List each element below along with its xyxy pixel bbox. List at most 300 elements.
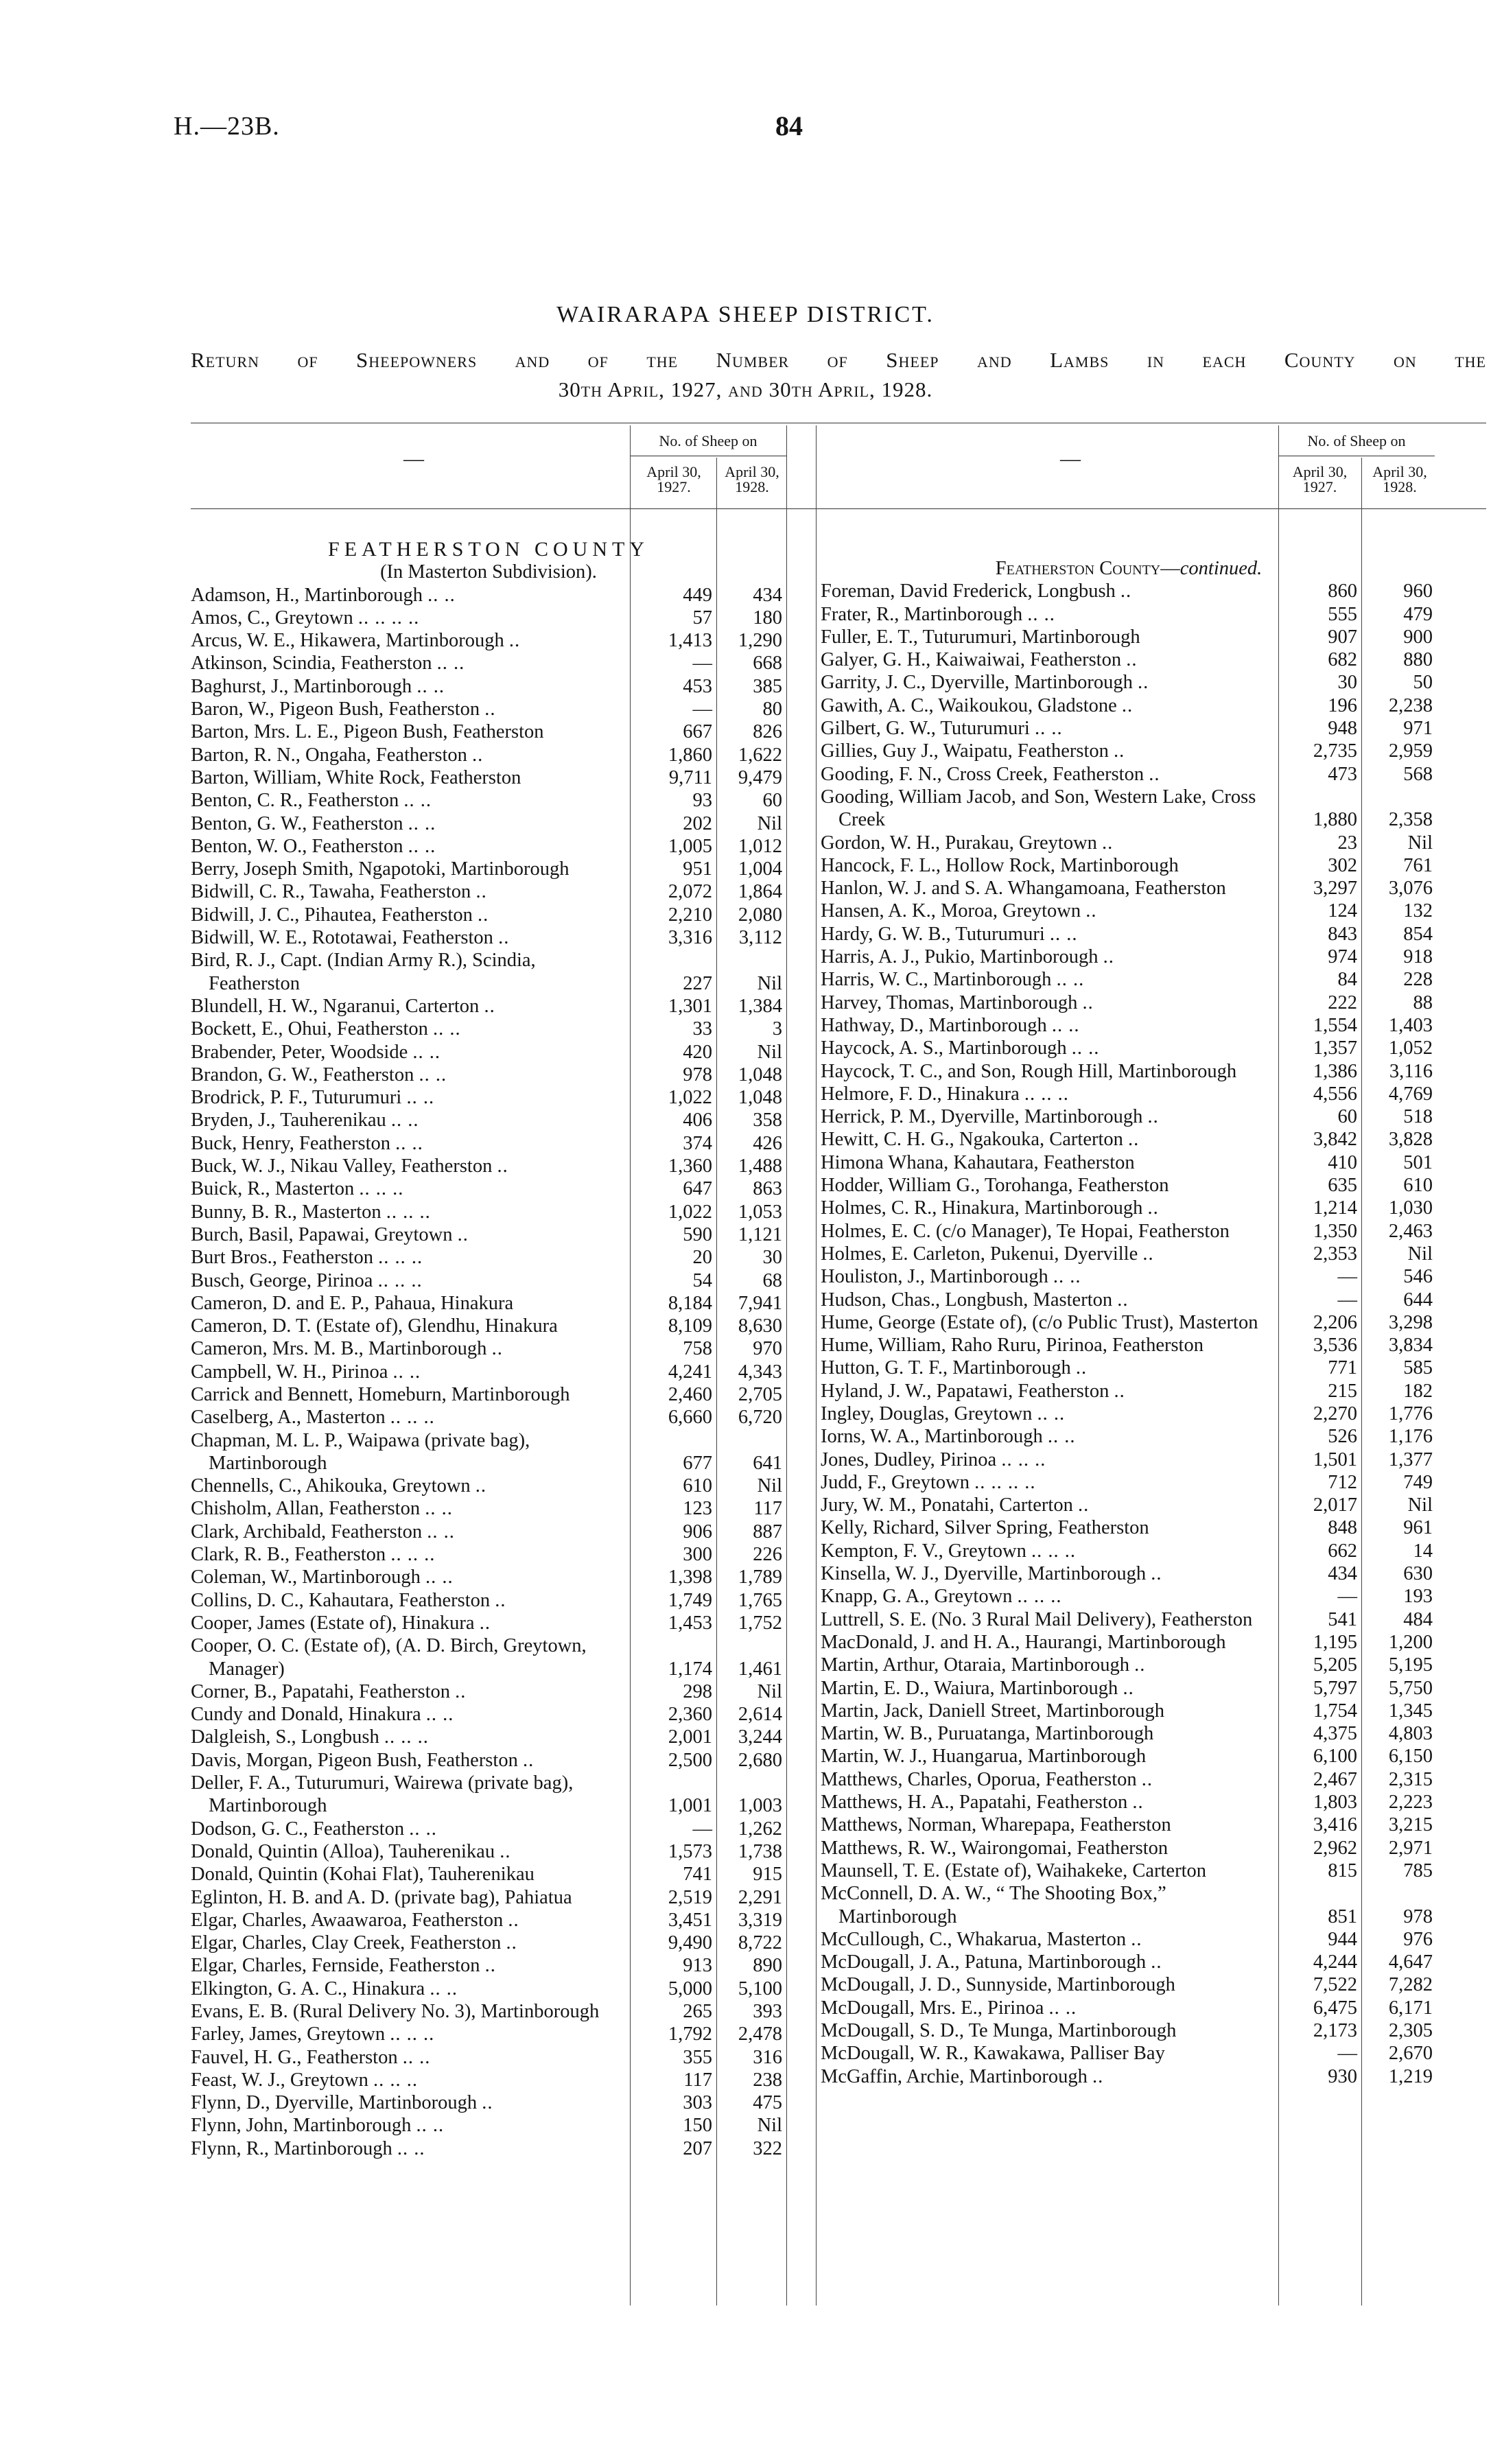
owner-name-text: Galyer, G. H., Kaiwaiwai, Featherston [821,649,1122,671]
table-row [821,854,1437,877]
sheep-count-1928: 5,195 [1388,1654,1433,1676]
table-row [191,1978,786,2000]
sheep-count-1927: 2,206 [1313,1311,1357,1333]
owner-name-text: Barton, R. N., Ongaha, Featherston [191,744,467,766]
table-row [191,1772,786,1818]
sheep-count-1928: 644 [1403,1289,1433,1311]
table-row [821,1585,1437,1608]
sheep-count-1928: 961 [1403,1517,1433,1539]
owner-name [191,1201,630,1223]
table-row [191,1703,786,1726]
table-row [821,1562,1437,1585]
table-row [191,789,786,812]
sheep-count-1928: 4,647 [1388,1951,1433,1973]
right-name-header: — [1060,447,1081,470]
sheep-count-1927: 541 [1328,1608,1357,1630]
owner-name-text: Hanlon, W. J. and S. A. Whangamoana, Featherston [821,878,1226,900]
owner-name [821,694,1278,717]
sheep-count-1927: 951 [683,858,712,880]
sheep-count-1928: 60 [762,790,782,812]
owner-name-text: Donald, Quintin (Kohai Flat), Tauherenikau [191,1864,535,1886]
right-header-1928: April 30, 1928. [1372,463,1427,495]
owner-name-text: Bidwill, W. E., Rototawai, Featherston [191,927,493,949]
sheep-count-1928: 5,750 [1388,1677,1433,1699]
leader-dots: .. .. .. [386,1201,431,1223]
sheep-count-1928: 761 [1403,854,1433,876]
sheep-count-1927: 851 [1328,1905,1357,1927]
table-row [191,629,786,652]
table-row [191,1612,786,1634]
owner-name-text: Benton, W. O., Featherston [191,835,403,857]
sheep-count-1927: — [1337,2043,1357,2065]
sheep-count-1928: 2,315 [1388,1768,1433,1790]
owner-name [821,1722,1278,1745]
owner-name-text: Brabender, Peter, Woodside [191,1041,408,1063]
sheep-count-1928: 7,941 [738,1292,782,1314]
leader-dots: .. .. .. [1001,1448,1046,1470]
owner-name-text: Martin, Jack, Daniell Street, Martinborough [821,1700,1165,1722]
owner-name-text: Kinsella, W. J., Dyerville, Martinborough [821,1563,1147,1585]
owner-name [821,1516,1278,1539]
table-row [191,1223,786,1246]
owner-name-text: Adamson, H., Martinborough [191,584,423,606]
sheep-count-1928: 50 [1413,672,1433,694]
sheep-count-1927: 1,022 [668,1087,712,1109]
sheep-count-1927: 202 [683,812,712,834]
owner-name-text: McCullough, C., Whakarua, Masterton [821,1928,1127,1950]
owner-name [821,968,1278,991]
owner-name-text: Hardy, G. W. B., Tuturumuri [821,923,1045,945]
owner-name-text: Bidwill, J. C., Pihautea, Featherston [191,904,473,926]
owner-name [191,835,630,858]
sheep-count-1927: 741 [683,1864,712,1886]
table-row [821,1859,1437,1882]
owner-name-text: Chapman, M. L. P., Waipawa (private bag), Martinborough [191,1429,530,1474]
sheep-count-1927: 84 [1337,969,1357,991]
leader-dots: .. [1137,672,1149,694]
owner-name-text: Elkington, G. A. C., Hinakura [191,1978,425,1999]
table-row [191,1840,786,1863]
sheep-count-1928: 1,200 [1388,1631,1433,1653]
document-title: WAIRARAPA SHEEP DISTRICT. [556,302,935,327]
owner-name [191,1246,630,1269]
left-name-header: — [403,447,424,470]
owner-name [821,1105,1278,1128]
sheep-count-1928: 80 [762,699,782,720]
leader-dots: .. .. [1034,718,1063,740]
owner-name-text: Gooding, F. N., Cross Creek, Featherston [821,763,1144,785]
owner-name-text: Luttrell, S. E. (No. 3 Rural Mail Delivery), Featherston [821,1608,1253,1630]
sheep-count-1927: 2,962 [1313,1837,1357,1859]
document-subtitle-dates: 30th April, 1927, and 30th April, 1928. [558,377,933,401]
table-row [821,1928,1437,1951]
sheep-count-1928: 960 [1403,580,1433,602]
owner-name [191,949,630,995]
sheep-count-1927: 1,386 [1313,1060,1357,1082]
sheep-count-1927: 300 [683,1544,712,1566]
sheep-count-1928: 1,738 [738,1840,782,1862]
table-row [821,1128,1437,1151]
table-row [191,675,786,698]
leader-dots: .. [1151,1563,1162,1585]
sheep-count-1928: 1,765 [738,1589,782,1611]
owner-name-text: Maunsell, T. E. (Estate of), Waihakeke, Carterton [821,1859,1206,1881]
owner-name-text: Busch, George, Pirinoa [191,1269,373,1291]
sheep-count-1928: 8,630 [738,1315,782,1337]
sheep-count-1928: Nil [757,2115,782,2137]
sheep-count-1928: 2,959 [1388,740,1433,762]
leader-dots: .. .. .. [359,1178,404,1200]
table-row [821,1997,1437,2019]
sheep-count-1928: Nil [757,812,782,834]
owner-name [191,2114,630,2137]
owner-name-text: Ingley, Douglas, Greytown [821,1403,1033,1424]
table-row [191,1497,786,1520]
sheep-count-1927: 4,375 [1313,1723,1357,1745]
owner-name-text: McConnell, D. A. W., “ The Shooting Box,” Martinborough [821,1883,1166,1927]
sheep-count-1927: 1,214 [1313,1197,1357,1219]
sheep-count-1928: 2,291 [738,1886,782,1908]
owner-name-text: Cameron, Mrs. M. B., Martinborough [191,1338,487,1360]
owner-name [821,1265,1278,1288]
table-row [191,1064,786,1086]
sheep-count-1928: 3 [772,1018,782,1040]
table-row [821,1745,1437,1768]
sheep-count-1927: 3,316 [668,927,712,949]
table-row [191,1315,786,1337]
owner-name [821,1973,1278,1996]
table-row [821,671,1437,694]
sheep-count-1928: 2,670 [1388,2043,1433,2065]
sheep-count-1927: 434 [1328,1563,1357,1585]
sheep-count-1928: 322 [753,2137,782,2159]
sheep-count-1927: 555 [1328,603,1357,625]
table-row [191,1726,786,1748]
table-row [191,1177,786,1200]
owner-name [191,1361,630,1383]
leader-dots: .. .. [416,675,445,697]
owner-name [191,1886,630,1909]
table-row [821,786,1437,832]
owner-name [191,698,630,720]
owner-name-text: Fuller, E. T., Tuturumuri, Martinborough [821,626,1140,648]
owner-name [191,1292,630,1315]
table-row [191,1361,786,1383]
table-row [191,1292,786,1315]
leader-dots: .. [506,1932,517,1954]
sheep-count-1928: 316 [753,2046,782,2068]
leader-dots: .. [477,904,489,926]
leader-dots: .. [522,1749,535,1771]
owner-name [191,904,630,926]
owner-name [821,1608,1278,1631]
table-row [821,1334,1437,1357]
sheep-count-1928: Nil [757,1680,782,1702]
leader-dots: .. [476,881,487,903]
sheep-count-1927: 1,360 [668,1155,712,1177]
owner-name [191,1041,630,1064]
table-row [821,900,1437,922]
owner-name-text: Arcus, W. E., Hikawera, Martinborough [191,630,504,652]
owner-name [191,1932,630,1954]
table-row [821,1197,1437,1219]
owner-name [821,1768,1278,1791]
owner-name-text: Himona Whana, Kahautara, Featherston [821,1151,1135,1173]
continued-county: Featherston County [995,558,1161,579]
owner-name-text: Kelly, Richard, Silver Spring, Featherston [821,1517,1149,1539]
owner-name-text: Flynn, R., Martinborough [191,2137,392,2159]
owner-name-text: Campbell, W. H., Pirinoa [191,1361,388,1383]
owner-name [821,1151,1278,1174]
leader-dots: .. [491,1338,503,1360]
leader-dots: .. .. .. [390,1407,435,1429]
owner-name-text: Flynn, D., Dyerville, Martinborough [191,2092,478,2114]
owner-name-text: Gordon, W. H., Purakau, Greytown [821,832,1097,854]
owner-name-text: McDougall, J. A., Patuna, Martinborough [821,1951,1147,1973]
owner-name-text: Bockett, E., Ohui, Featherston [191,1018,428,1040]
sheep-count-1927: 196 [1328,694,1357,716]
table-row [191,1269,786,1292]
sheep-count-1928: 568 [1403,763,1433,785]
owner-name-text: Holmes, E. Carleton, Pukenui, Dyerville [821,1243,1138,1265]
leader-dots: .. .. [419,1064,447,1086]
owner-name [191,1726,630,1748]
owner-name [821,626,1278,648]
owner-name [191,2137,630,2160]
owner-name-text: Hodder, William G., Torohanga, Featherston [821,1175,1169,1197]
sheep-count-1927: 913 [683,1955,712,1977]
leader-dots: .. [1075,1357,1088,1379]
table-row [191,1818,786,1840]
sheep-count-1927: 54 [692,1269,712,1291]
owner-name [191,1269,630,1292]
sheep-count-1927: — [1337,1289,1357,1311]
table-row [191,1406,786,1429]
owner-name-text: Donald, Quintin (Alloa), Tauherenikau [191,1840,495,1862]
right-table-column [821,557,1437,2088]
table-row [821,717,1437,740]
leader-dots: .. .. .. [378,1247,423,1269]
owner-name-text: Barton, William, White Rock, Featherston [191,766,521,788]
sheep-count-1927: 944 [1328,1928,1357,1950]
sheep-count-1927: 907 [1328,626,1357,648]
sheep-count-1928: 132 [1403,900,1433,922]
table-row [821,1951,1437,1973]
table-row [191,2023,786,2045]
right-entries [821,580,1437,2088]
owner-name [821,648,1278,671]
sheep-count-1927: 1,174 [668,1658,712,1680]
sheep-count-1927: 848 [1328,1517,1357,1539]
leader-dots: .. .. [397,2137,425,2159]
owner-name [821,740,1278,762]
leader-dots: .. .. [408,835,436,857]
owner-name-text: Gooding, William Jacob, and Son, Western Lake, Cross Creek [821,786,1256,831]
table-row [191,720,786,743]
sheep-count-1928: 610 [1403,1175,1433,1197]
owner-name-text: Gillies, Guy J., Waipatu, Featherston [821,740,1109,762]
table-row [821,1768,1437,1791]
left-header-1927: April 30, 1927. [646,463,701,495]
sheep-count-1928: 2,680 [738,1749,782,1771]
leader-dots: .. [1151,1951,1162,1973]
owner-name-text: Clark, Archibald, Featherston [191,1521,423,1542]
owner-name-text: Barton, Mrs. L. E., Pigeon Bush, Featherston [191,721,544,743]
continued-word: continued. [1179,558,1263,579]
sheep-count-1927: 843 [1328,923,1357,945]
leader-dots: .. .. [433,1018,461,1040]
sheep-count-1927: 4,556 [1313,1083,1357,1105]
owner-name [821,1060,1278,1083]
table-row [191,812,786,835]
table-row [821,1060,1437,1083]
owner-name [821,1540,1278,1562]
owner-name [821,1197,1278,1219]
sheep-count-1927: 815 [1328,1859,1357,1881]
page-number: 84 [775,110,803,141]
sheep-count-1928: 546 [1403,1266,1433,1288]
table-row [821,580,1437,602]
leader-dots: .. .. [409,1818,437,1840]
sheep-count-1928: 1,262 [738,1818,782,1840]
leader-dots: .. [495,1589,506,1611]
table-row [821,1357,1437,1379]
sheep-count-1928: 228 [1403,969,1433,991]
table-row [821,1289,1437,1311]
owner-name [821,1334,1278,1357]
owner-name [191,1406,630,1429]
owner-name [821,1220,1278,1243]
sheep-count-1928: 3,834 [1388,1335,1433,1357]
owner-name-text: Hancock, F. L., Hollow Rock, Martinborough [821,854,1179,876]
owner-name [191,652,630,674]
table-row [821,1083,1437,1105]
leader-dots: .. .. [1051,1014,1080,1036]
sheep-count-1928: 1,864 [738,881,782,903]
left-entries [191,584,786,2160]
owner-name [191,1543,630,1566]
sheep-count-1927: 303 [683,2092,712,2114]
owner-name [191,2046,630,2069]
owner-name-text: Hyland, J. W., Papatawi, Featherston [821,1380,1110,1402]
sheep-count-1928: 8,722 [738,1932,782,1954]
sheep-count-1927: 1,398 [668,1567,712,1588]
owner-name [821,603,1278,626]
sheep-count-1927: 1,554 [1313,1014,1357,1036]
sheep-count-1928: 900 [1403,626,1433,648]
owner-name [191,1863,630,1886]
sheep-count-1928: 1,622 [738,744,782,766]
owner-name-text: Helmore, F. D., Hinakura [821,1083,1020,1105]
sheep-count-1928: 6,171 [1388,1997,1433,2019]
sheep-count-1928: 1,012 [738,835,782,857]
table-row [821,1105,1437,1128]
owner-name-text: Gilbert, G. W., Tuturumuri [821,718,1030,740]
owner-name [191,675,630,698]
leader-dots: .. .. .. [1024,1083,1069,1105]
owner-name [821,1562,1278,1585]
leader-dots: .. .. [1049,923,1078,945]
left-table-column [191,538,786,2160]
sheep-count-1928: 2,358 [1388,809,1433,831]
sheep-count-1927: 302 [1328,854,1357,876]
sheep-count-1928: 918 [1403,946,1433,968]
sheep-count-1927: 2,735 [1313,740,1357,762]
leader-dots: .. .. [425,1498,453,1520]
sheep-count-1927: 1,754 [1313,1700,1357,1722]
owner-name-text: Baghurst, J., Martinborough [191,675,412,697]
table-row [191,1954,786,1977]
owner-name-text: Holmes, E. C. (c/o Manager), Te Hopai, Featherston [821,1220,1230,1242]
sheep-count-1928: 1,053 [738,1201,782,1223]
sheep-count-1928: 3,215 [1388,1814,1433,1836]
sheep-count-1928: 358 [753,1110,782,1131]
sheep-count-1927: — [692,1818,712,1840]
leader-dots: .. [1134,1654,1146,1676]
sheep-count-1928: 2,223 [1388,1792,1433,1814]
leader-dots: .. [484,699,496,720]
sheep-count-1927: 1,453 [668,1612,712,1634]
owner-name-text: Burch, Basil, Papawai, Greytown [191,1223,453,1245]
owner-name [191,1612,630,1634]
owner-name [821,832,1278,854]
table-row [821,1448,1437,1471]
owner-name [821,877,1278,900]
sheep-count-1928: 1,176 [1388,1426,1433,1448]
leader-dots: .. [484,1955,496,1977]
table-row [191,1475,786,1497]
county-heading: FEATHERSTON COUNTY [328,538,649,561]
sheep-count-1928: 3,116 [1389,1060,1433,1082]
sheep-count-1928: 3,244 [738,1726,782,1748]
sheep-count-1927: 677 [683,1452,712,1474]
leader-dots: .. [472,744,484,766]
left-header-1928: April 30, 1928. [725,463,779,495]
sheep-count-1927: 635 [1328,1175,1357,1197]
table-row [821,2042,1437,2065]
sheep-count-1928: 434 [753,584,782,606]
table-row [821,694,1437,717]
sheep-count-1928: 2,305 [1388,2020,1433,2041]
table-row [821,1700,1437,1722]
owner-name [191,995,630,1018]
owner-name-text: Davis, Morgan, Pigeon Bush, Featherston [191,1749,518,1771]
sheep-count-1928: 182 [1403,1380,1433,1402]
owner-name-text: Martin, W. J., Huangarua, Martinborough [821,1746,1147,1768]
sheep-count-1927: 355 [683,2046,712,2068]
sheep-count-1928: Nil [1407,1243,1433,1265]
sheep-count-1927: 3,451 [668,1909,712,1931]
sheep-count-1928: 668 [753,653,782,674]
table-row [821,1540,1437,1562]
owner-name-text: Hudson, Chas., Longbush, Masterton [821,1289,1113,1311]
owner-name [191,584,630,607]
leader-dots: .. .. .. [390,1544,436,1566]
sheep-count-1927: 453 [683,675,712,697]
owner-name-text: Blundell, H. W., Ngaranui, Carterton [191,995,480,1017]
owner-name-text: Frater, R., Martinborough [821,603,1023,625]
owner-name [191,789,630,812]
owner-name-text: Haycock, A. S., Martinborough [821,1037,1067,1059]
owner-name [821,854,1278,877]
sheep-count-1927: 526 [1328,1426,1357,1448]
sheep-count-1928: 1,003 [738,1795,782,1817]
sheep-count-1928: 117 [753,1498,782,1520]
owner-name-text: Brodrick, P. F., Tuturumuri [191,1087,402,1109]
owner-name-text: Benton, C. R., Featherston [191,790,399,812]
sheep-count-1928: 1,789 [738,1567,782,1588]
sheep-count-1928: 3,828 [1388,1129,1433,1151]
